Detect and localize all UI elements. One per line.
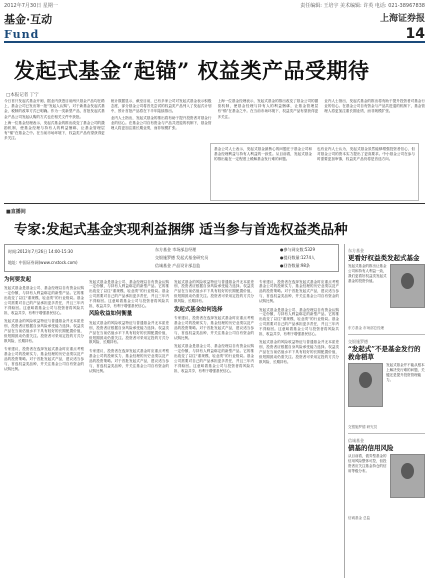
section-divider bbox=[4, 203, 425, 204]
article2-paragraph: 发起式基金是基金公司、基金经理以自有资金认购一定份额，与持有人利益绑定的新型产品。它的推出改变了以往“重规模、轻业绩”的行业格局。基金公司需要对自己的产品承担更多责任，并且三年内不得赎回。这意味着基金公司与投资者将风险共担、收益共享，有利于增强基民信心。 bbox=[89, 279, 169, 309]
page-header-info bbox=[4, 2, 425, 9]
article1-paragraph: 业内人士指出，发起式基金的推出将有助于提升投资者对基金行业的信心。在基金公司自有资金与产品共进退的机制下，基金管理人将更加注重长期业绩，而非规模扩张。 bbox=[324, 99, 425, 114]
article2-paragraph: 发起式基金是基金公司、基金经理以自有资金认购一定份额，与持有人利益绑定的新型产品。它的推出改变了以往“重规模、轻业绩”的行业格局。基金公司需要对自己的产品承担更多责任，并且三年内不得赎回。这意味着基金公司与投资者将风险共担、收益共享，有利于增强基民信心。 bbox=[259, 307, 339, 337]
event-info-bar bbox=[4, 244, 339, 272]
subhead: 为何要发起 bbox=[4, 277, 31, 283]
sidebar-item-label: 东方基金 bbox=[348, 248, 364, 253]
boxed-paragraph: 也有业内人士认为，发起式基金虽然能够增强投资者信心，但对基金公司的资本实力提出了更高要求。中小基金公司在参与时需要更加审慎，权益类产品仍将是首选方向。 bbox=[317, 147, 415, 162]
boxed-column bbox=[214, 147, 312, 197]
photo-caption: 东方基金 市场部总经理 bbox=[348, 326, 385, 330]
article1-paragraph: 上海一位基金经理表示，发起式基金的推出改变了基金公司的激励机制，使基金经理与持有人的利益捆绑，让基金管理层有“锚”在基金之中。在当前市场环境下，权益类产品有望获得更多关注。 bbox=[4, 120, 105, 141]
article2-paragraph: 发起式基金的风险收益特征与普通基金并无本质差别，投资者应根据自身风险承受能力选择。权益类产品在当前估值水平下具有较好的长期配置价值，但短期波动仍需关注。投资者可采用定投的方式分散风险，长期持有。 bbox=[4, 319, 84, 343]
sidebar-item-label: 交银施罗德 bbox=[348, 339, 368, 344]
event-location: 地址: 中国证券网(www.cnstock.com) bbox=[8, 260, 78, 265]
boxed-paragraph: 基金公司人士表示，发起式基金最核心的问题在于基金公司和基金经理利益与持有人利益的一致性。从目前看，发起式基金的推出能在一定程度上缓解基金发行难的问题。 bbox=[214, 147, 312, 162]
main-headline: 发起式基金“起锚” 权益类产品受期待 bbox=[14, 58, 370, 83]
section-name: 基金·互动 bbox=[4, 12, 53, 26]
guest-photo bbox=[348, 363, 383, 407]
article2-paragraph: 发起式基金的风险收益特征与普通基金并无本质差别，投资者应根据自身风险承受能力选择。权益类产品在当前估值水平下具有较好的长期配置价值，但短期波动仍需关注。投资者可采用定投的方式分散风险，长期持有。 bbox=[174, 279, 254, 304]
editor-line: 责任编辑: 王培宇 美术编辑: 许英 电话: 021-38967838 bbox=[300, 3, 425, 9]
photo-caption: 信诚基金 总监 bbox=[348, 516, 371, 520]
article2-column bbox=[89, 276, 169, 576]
sidebar-item bbox=[348, 339, 425, 430]
boxed-column bbox=[317, 147, 415, 197]
sidebar-item-headline: 债基的信用风险 bbox=[348, 444, 394, 452]
second-headline: 专家:发起式基金实现利益捆绑 适当参与首选权益类品种 bbox=[14, 222, 348, 238]
guest-photo bbox=[390, 264, 425, 308]
guest-3: 信诚基金 产品设计部总监 bbox=[155, 263, 201, 268]
guest-2: 交银施罗德 发起式基金研究员 bbox=[155, 255, 209, 260]
article1-paragraph: 上海一位基金经理表示，发起式基金的推出改变了基金公司的激励机制，使基金经理与持有人的利益捆绑，让基金管理层有“锚”在基金之中。在当前市场环境下，权益类产品有望获得更多关注。 bbox=[217, 99, 319, 119]
stat-participants: ●参与网友数:5329 bbox=[280, 247, 316, 252]
masthead bbox=[4, 9, 425, 25]
article2-column bbox=[259, 276, 339, 576]
article1-paragraph: 统计数据显示，截至目前，已有多家公司对发起式基金表示积极态度，部分基金公司将首先尝试的权益类产品列入了发起式计划中，预计首批产品将在下半年陆续推出。 bbox=[110, 99, 212, 114]
article2-column bbox=[174, 276, 254, 576]
section-bar bbox=[4, 27, 425, 43]
sidebar-item-body: 发起式基金并不能从根本上解决发行难的问题，关键还是提升投资管理能力。 bbox=[386, 363, 425, 382]
section-tag: ■直播间 bbox=[6, 209, 26, 215]
stat-questions: ●提问数量:1274人 bbox=[280, 255, 316, 260]
article1-column bbox=[111, 99, 212, 201]
sidebar-item-label: 信诚基金 bbox=[348, 438, 364, 443]
page-number: 14 bbox=[405, 26, 425, 42]
article1-paragraph: 业内人士指出，发起式基金的推出将有助于提升投资者对基金行业的信心。在基金公司自有资金与产品共进退的机制下，基金管理人将更加注重长期业绩，而非规模扩张。 bbox=[110, 115, 212, 131]
sidebar-divider bbox=[348, 334, 425, 335]
guest-1: 东方基金 市场部总经理 bbox=[155, 247, 197, 252]
fund-label: Fund bbox=[4, 27, 40, 41]
article2-paragraph: 发起式基金的风险收益特征与普通基金并无本质差别，投资者应根据自身风险承受能力选择。权益类产品在当前估值水平下具有较好的长期配置价值，但短期波动仍需关注。投资者可采用定投的方式分散风险，长期持有。 bbox=[89, 320, 169, 345]
article1-column bbox=[4, 99, 105, 201]
article2-paragraph: 发起式基金是基金公司、基金经理以自有资金认购一定份额，与持有人利益绑定的新型产品。它的推出改变了以往“重规模、轻业绩”的行业格局。基金公司需要对自己的产品承担更多责任，并且三年内不得赎回。这意味着基金公司与投资者将风险共担、收益共享，有利于增强基民信心。 bbox=[174, 343, 254, 373]
article2-paragraph: 发起式基金是基金公司、基金经理以自有资金认购一定份额，与持有人利益绑定的新型产品。它的推出改变了以往“重规模、轻业绩”的行业格局。基金公司需要对自己的产品承担更多责任，并且三年内不得赎回。这意味着基金公司与投资者将风险共担、收益共享，有利于增强基民信心。 bbox=[4, 286, 84, 315]
article1-boxed-section bbox=[210, 143, 419, 201]
guest-sidebar bbox=[344, 244, 425, 578]
article2-paragraph: 专家建议，投资者在选择发起式基金时应重点考察基金公司的投研实力、基金经理的历史业绩以及产品的投资策略。对于首批发起式产品，建议适当参与，首选权益类品种，并关注基金公司自有资金的认购比例。 bbox=[89, 348, 169, 373]
date-line: 2012年7月30日 星期一 bbox=[4, 3, 58, 9]
article2-paragraph: 专家建议，投资者在选择发起式基金时应重点考察基金公司的投研实力、基金经理的历史业绩以及产品的投资策略。对于首批发起式产品，建议适当参与，首选权益类品种，并关注基金公司自有资金的认购比例。 bbox=[259, 279, 339, 304]
stat-answers: ●回答数量:98条 bbox=[280, 263, 310, 268]
sidebar-item bbox=[348, 438, 425, 521]
article1-paragraph: 今日首只发起式基金开闸，据业内获悉目前两只基金产品均在路上，基金公司已发出第一批“发起人认购”。对于新基金发起式基金，税制的改革方式已明确。作为一类新型产品，首批发起式基金产品公司发起认购的方式也在相关文件中获批。 bbox=[4, 99, 105, 119]
sidebar-item-headline: “发起式”不是基金发行的救命稻草 bbox=[348, 345, 421, 361]
event-time: 时间:2012年7月26日 14:00-15:30 bbox=[8, 249, 73, 254]
sidebar-divider bbox=[348, 433, 425, 434]
sidebar-item-headline: 更看好权益类发起式基金 bbox=[348, 254, 420, 262]
photo-caption: 交银施罗德 研究员 bbox=[348, 425, 378, 429]
article2-paragraph: 专家建议，投资者在选择发起式基金时应重点考察基金公司的投研实力、基金经理的历史业绩以及产品的投资策略。对于首批发起式产品，建议适当参与，首选权益类品种，并关注基金公司自有资金的认购比例。 bbox=[174, 315, 254, 340]
article2-column bbox=[4, 276, 84, 576]
article2-body bbox=[4, 276, 339, 576]
byline: □本报记者 丁宁 bbox=[6, 93, 39, 98]
article2-paragraph: 发起式基金的风险收益特征与普通基金并无本质差别，投资者应根据自身风险承受能力选择。权益类产品在当前估值水平下具有较好的长期配置价值，但短期波动仍需关注。投资者可采用定投的方式分散风险，长期持有。 bbox=[259, 340, 339, 365]
sidebar-item bbox=[348, 248, 425, 331]
paper-name: 上海证券报 bbox=[379, 13, 425, 24]
article2-paragraph: 专家建议，投资者在选择发起式基金时应重点考察基金公司的投研实力、基金经理的历史业绩以及产品的投资策略。对于首批发起式产品，建议适当参与，首选权益类品种，并关注基金公司自有资金的认购比例。 bbox=[4, 347, 84, 371]
subhead: 发起式基金如何选择 bbox=[174, 306, 223, 313]
subhead: 风险收益如何衡量 bbox=[89, 311, 133, 318]
guest-photo bbox=[390, 454, 425, 498]
sidebar-item-body: 发起式基金的推出让基金公司和持有人利益一致，我们更看好权益类发起式基金的投资价值。 bbox=[348, 264, 387, 283]
sidebar-item-body: 从目前看，债券型基金的信用风险整体可控，但投资者应关注基金持仓的信用等级分布。 bbox=[348, 454, 387, 473]
